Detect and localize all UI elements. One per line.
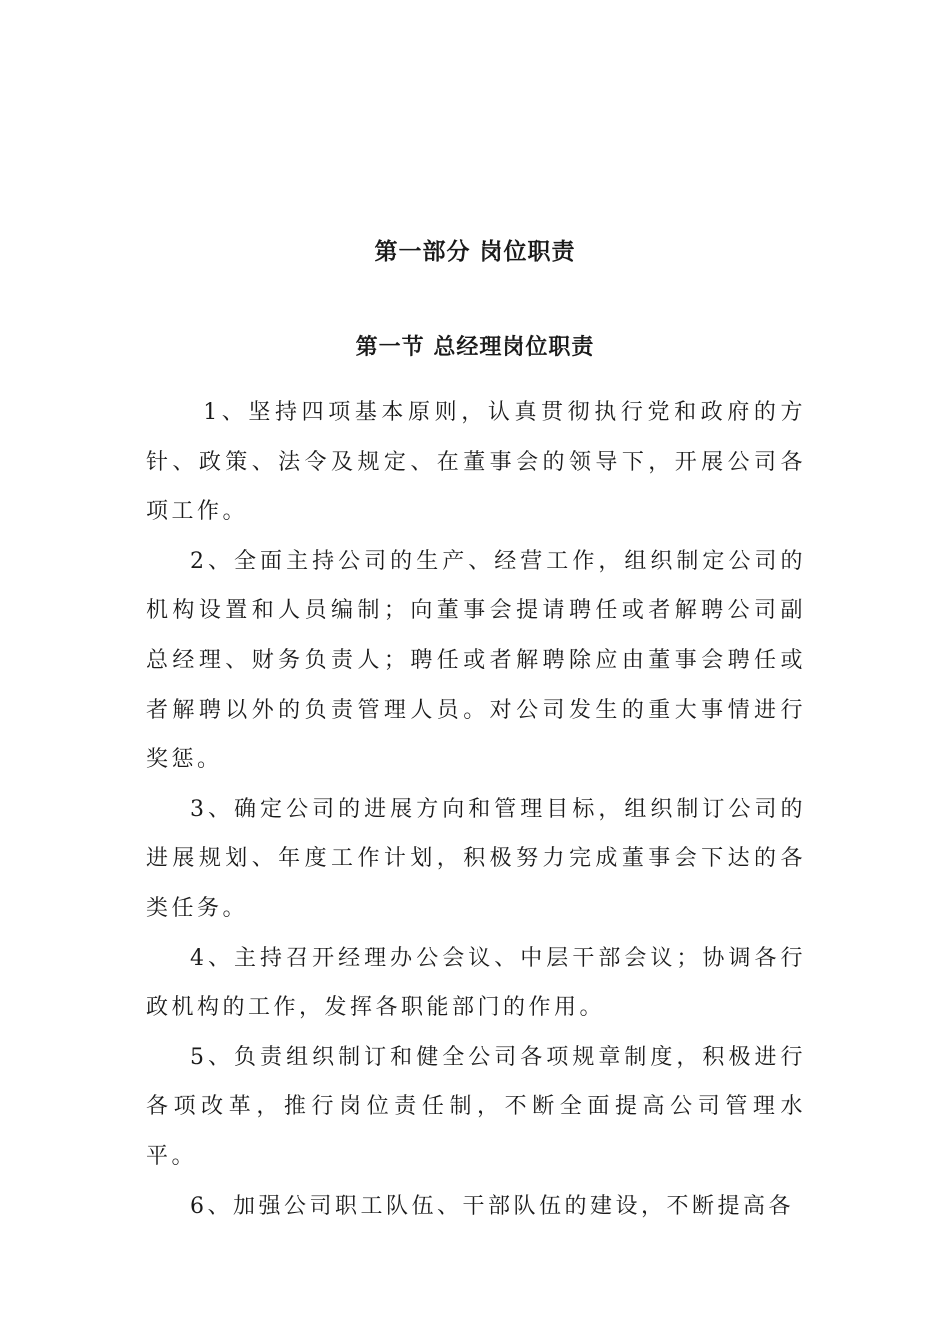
paragraph-6: 6、加强公司职工队伍、干部队伍的建设，不断提高各 [190, 1193, 794, 1219]
section-title: 第一节 总经理岗位职责 [355, 335, 595, 360]
paragraph-5: 5、负责组织制订和健全公司各项规章制度，积极进行各项改革，推行岗位责任制，不断全面提高公司管理水平。 [146, 1044, 806, 1169]
paragraph-1: 1、坚持四项基本原则，认真贯彻执行党和政府的方针、政策、法令及规定、在董事会的领导下，开展公司各项工作。 [146, 400, 806, 525]
paragraph-2: 2、全面主持公司的生产、经营工作，组织制定公司的机构设置和人员编制；向董事会提请聘任或者解聘公司副总经理、财务负责人；聘任或者解聘除应由董事会聘任或者解聘以外的负责管理人员。对公司发生的重大事情进行奖惩。 [146, 548, 806, 773]
paragraph-4: 4、主持召开经理办公会议、中层干部会议；协调各行政机构的工作，发挥各职能部门的作用。 [146, 945, 806, 1021]
document-body [146, 388, 806, 1231]
part-title: 第一部分 岗位职责 [374, 239, 576, 265]
paragraph-3: 3、确定公司的进展方向和管理目标，组织制订公司的进展规划、年度工作计划，积极努力完成董事会下达的各类任务。 [146, 796, 806, 921]
